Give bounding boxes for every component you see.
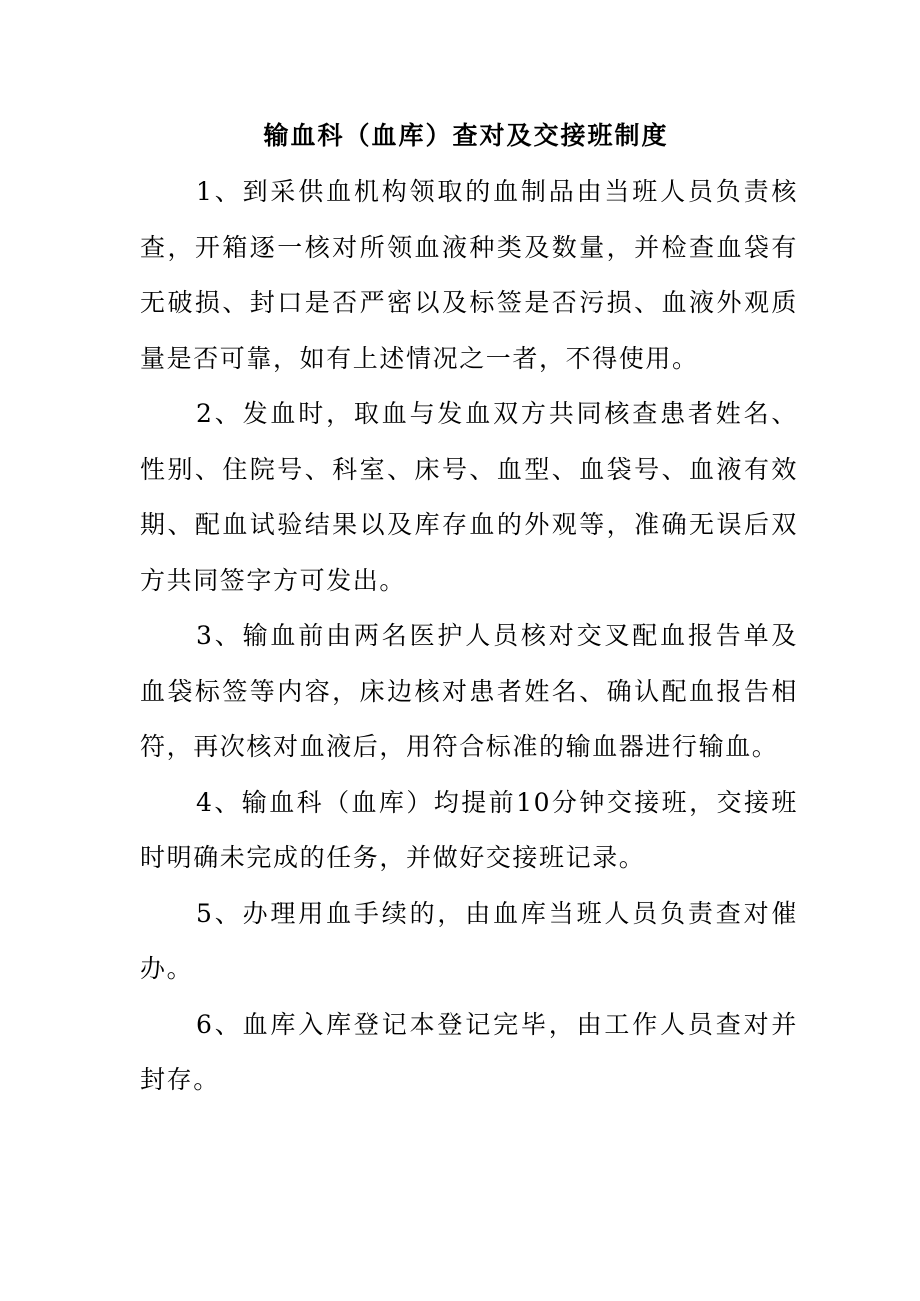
- paragraph-6: 6、血库入库登记本登记完毕，由工作人员查对并封存。: [140, 1009, 798, 1094]
- document-title: 输血科（血库）查对及交接班制度: [263, 121, 669, 150]
- paragraph-4: 4、输血科（血库）均提前10分钟交接班，交接班时明确未完成的任务，并做好交接班记录。: [140, 787, 798, 872]
- paragraph-3: 3、输血前由两名医护人员核对交叉配血报告单及血袋标签等内容，床边核对患者姓名、确认配血报告相符，再次核对血液后，用符合标准的输血器进行输血。: [140, 621, 798, 761]
- paragraph-1: 1、到采供血机构领取的血制品由当班人员负责核查，开箱逐一核对所领血液种类及数量，并检查血袋有无破损、封口是否严密以及标签是否污损、血液外观质量是否可靠，如有上述情况之一者，不得使用。: [140, 177, 798, 373]
- paragraph-2: 2、发血时，取血与发血双方共同核查患者姓名、性别、住院号、科室、床号、血型、血袋号、血液有效期、配血试验结果以及库存血的外观等，准确无误后双方共同签字方可发出。: [140, 399, 798, 595]
- document-page: [140, 108, 798, 1108]
- paragraph-5: 5、办理用血手续的，由血库当班人员负责查对催办。: [140, 898, 798, 983]
